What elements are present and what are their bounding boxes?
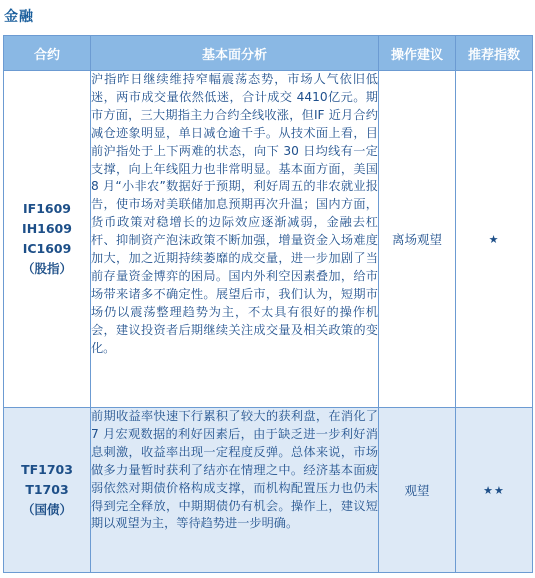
contract-code: TF1703 (21, 462, 73, 477)
header-advice: 操作建议 (379, 36, 456, 71)
table-row (4, 408, 533, 573)
rating-stars: ★ (456, 71, 533, 408)
rating-stars: ★★ (456, 408, 533, 573)
contract-code: IC1609 (22, 241, 72, 256)
contract-category: （股指） (21, 261, 72, 276)
contract-code: T1703 (25, 482, 69, 497)
advice-cell: 离场观望 (379, 71, 456, 408)
contract-cell (4, 71, 91, 408)
analysis-table (3, 35, 533, 573)
analysis-cell: 前期收益率快速下行累积了较大的获利盘，在消化了 7 月宏观数据的利好因素后，由于缺乏进一步利好消息刺激，收益率出现一定程度反弹。总体来说，市场做多力量暂时获利了结亦在情理之中。经济基本面疲弱依然对期债价格构成支撑，而机构配置压力也仍未得到完全释放，中期期债仍有机会。操作上，建议短期以观望为主，等待趋势进一步明确。 (91, 408, 379, 573)
table-row (4, 71, 533, 408)
analysis-cell: 沪指昨日继续维持窄幅震荡态势，市场人气依旧低迷，两市成交量依然低迷，合计成交 4410亿元。期市方面，三大期指主力合约全线收涨，但IF 近月合约减仓迹象明显，单日减仓逾千手。从技术面上看，目前沪指处于上下两难的状态，向下 30 日均线有一定支撑，向上年线阻力也非常明显。基本面方面，美国 8 月“小非农”数据好于预期，利好周五的非农就业报告，使市场对美联储加息预期再次升温；国内方面，货币政策对稳增长的边际效应逐渐减弱，金融去杠杆、抑制资产泡沫政策不断加强，增量资金入场难度加大，加之近期持续萎靡的成交量，进一步加剧了当前存量资金博弈的困局。国内外利空因素叠加，给市场带来诸多不确定性。展望后市，我们认为，短期市场仍以震荡整理趋势为主，不太具有很好的操作机会，建议投资者后期继续关注成交量及相关政策的变化。 (91, 71, 379, 408)
header-contract: 合约 (4, 36, 91, 71)
table-header-row (4, 36, 533, 71)
contract-code: IH1609 (22, 221, 72, 236)
advice-cell: 观望 (379, 408, 456, 573)
header-analysis: 基本面分析 (91, 36, 379, 71)
contract-code: IF1609 (23, 201, 71, 216)
section-title: 金融 (4, 9, 34, 25)
contract-cell (4, 408, 91, 573)
header-rating: 推荐指数 (456, 36, 533, 71)
contract-category: （国债） (21, 502, 72, 517)
